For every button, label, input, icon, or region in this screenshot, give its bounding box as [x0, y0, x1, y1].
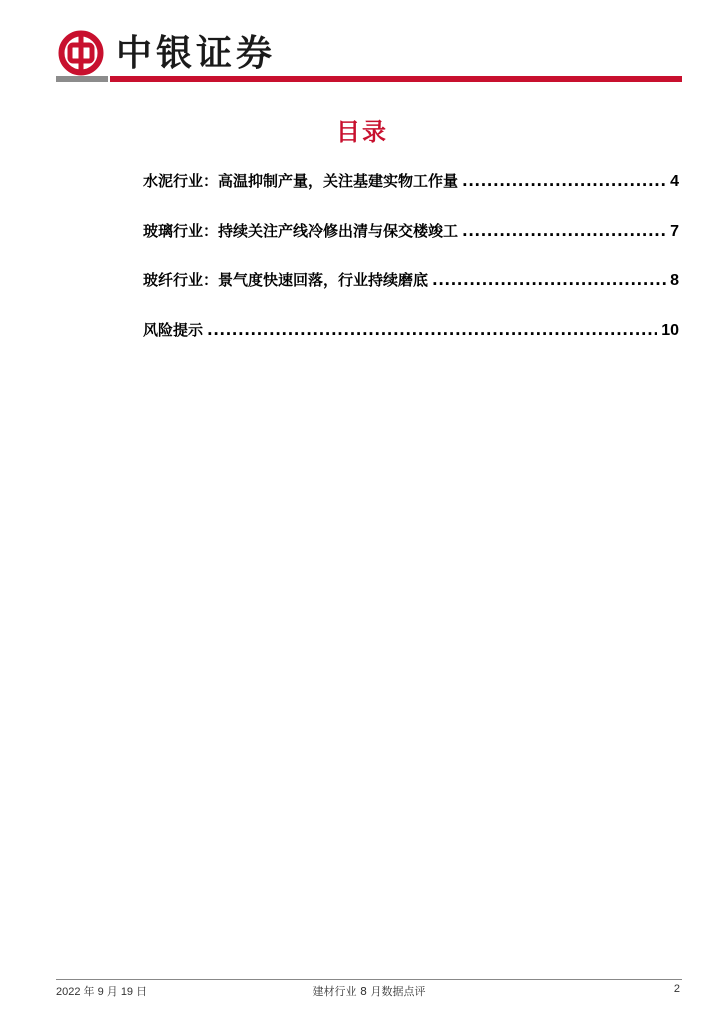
toc-dot-leader [207, 321, 657, 339]
page-footer [56, 983, 682, 1001]
toc-entry-glass[interactable] [143, 220, 679, 244]
toc-entry-label: 玻纤行业：景气度快速回落，行业持续磨底 [143, 271, 429, 289]
toc-entry-page: 7 [670, 223, 679, 240]
header-divider [56, 76, 682, 82]
toc-entry-label: 玻璃行业：持续关注产线冷修出清与保交楼竣工 [143, 222, 459, 240]
page-header [56, 28, 682, 78]
toc-dot-leader [462, 172, 666, 190]
toc-dot-leader [462, 222, 666, 240]
toc-entry-fiberglass[interactable] [143, 269, 679, 293]
toc-entry-page: 8 [670, 272, 679, 289]
header-divider-red [110, 76, 682, 82]
footer-divider [56, 979, 682, 980]
toc-dot-leader [432, 271, 666, 289]
toc-entry-page: 4 [670, 173, 679, 190]
footer-date: 2022 年 9 月 19 日 [56, 986, 148, 998]
brand-name: 中银证券 [116, 32, 277, 74]
toc-entry-page: 10 [661, 322, 679, 339]
toc-entry-risk[interactable] [143, 319, 679, 343]
toc-entry-label: 水泥行业：高温抑制产量，关注基建实物工作量 [143, 172, 459, 190]
header-divider-gray [56, 76, 108, 82]
toc-entry-label: 风险提示 [143, 321, 204, 339]
footer-page-number: 2 [673, 983, 680, 995]
toc-title: 目录 [336, 118, 388, 146]
toc-entry-cement[interactable] [143, 170, 679, 194]
footer-doc-title: 建材行业 8 月数据点评 [312, 985, 426, 998]
bank-of-china-logo-icon [58, 30, 104, 76]
